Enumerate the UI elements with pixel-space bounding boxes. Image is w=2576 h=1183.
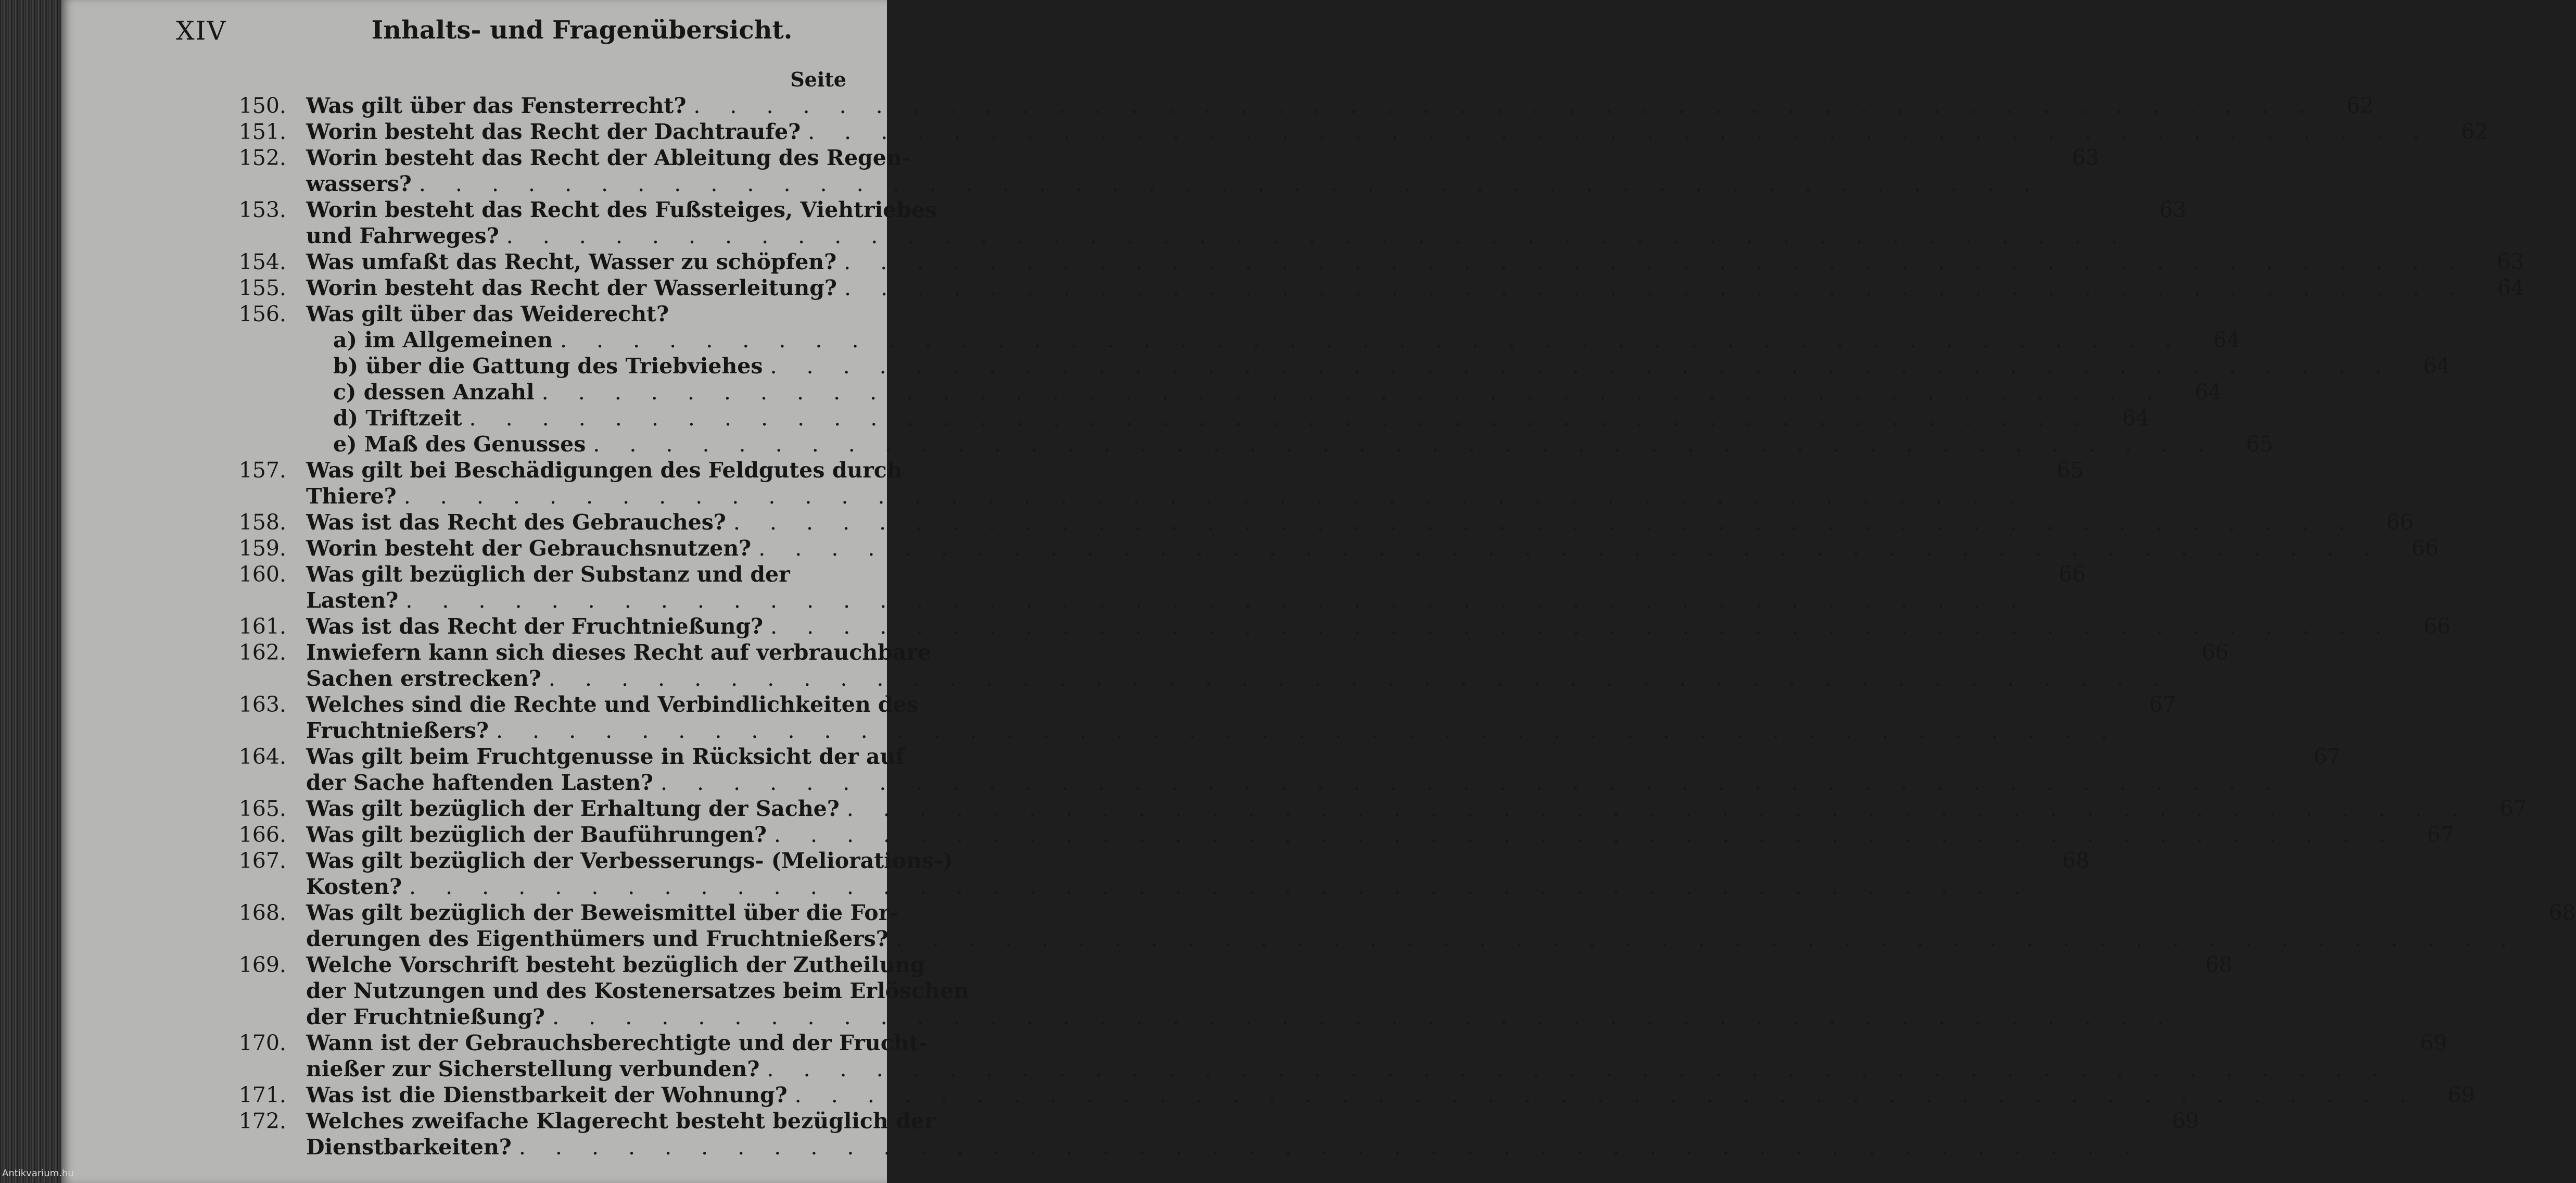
entry-question-text: Was ist das Recht des Gebrauches? (306, 510, 726, 535)
toc-entry (166, 796, 2527, 822)
entry-number: 164. (238, 744, 286, 769)
table-of-contents (166, 93, 2576, 1160)
subentry-page-number: 64 (2213, 328, 2240, 353)
dot-leader (847, 796, 2470, 822)
entry-page-number: 65 (2057, 458, 2084, 483)
entry-question-text: Was gilt bei Beschädigungen des Feldgutes durch (306, 458, 903, 483)
dot-leader (767, 1056, 2390, 1082)
entry-line (306, 119, 2431, 145)
entry-number: 167. (238, 848, 286, 873)
dot-leader (519, 1134, 2142, 1160)
toc-entry (166, 848, 2089, 900)
subentry-line (333, 379, 2165, 405)
entry-body (306, 249, 2467, 275)
dot-leader (560, 327, 2183, 353)
entry-page-number: 66 (2423, 614, 2451, 639)
entry-page-number: 69 (2420, 1030, 2447, 1055)
entry-number: 159. (238, 536, 286, 561)
dot-leader (496, 718, 2119, 744)
entry-page-number: 67 (2427, 822, 2454, 847)
subentry-page-number: 65 (2246, 432, 2274, 457)
entry-page-number (847, 301, 905, 327)
entry-question-text: Fruchtnießers? (306, 718, 489, 743)
entry-body (306, 1108, 2142, 1160)
entry-question-text: Dienstbarkeiten? (306, 1135, 512, 1160)
dot-leader (552, 1004, 2175, 1030)
entry-line (306, 691, 2119, 718)
entry-page-number: 68 (2062, 848, 2089, 873)
entry-question-text: Welche Vorschrift besteht bezüglich der Zutheilung (306, 952, 925, 977)
dot-leader (593, 431, 2216, 457)
subentry-body (333, 379, 2165, 405)
entry-question-text: nießer zur Sicherstellung verbunden? (306, 1056, 760, 1081)
entry-number: 160. (238, 562, 286, 587)
entry-body (306, 119, 2431, 145)
entry-question-text: derungen des Eigenthümers und Fruchtnießers? (306, 926, 889, 951)
subentry-page-number: 64 (2122, 406, 2150, 431)
dot-leader (774, 822, 2397, 848)
entry-body (306, 613, 2393, 639)
dot-leader (693, 93, 2316, 119)
entry-question-text: Wann ist der Gebrauchsberechtigte und der Frucht- (306, 1030, 928, 1055)
page-spacer (2226, 744, 2283, 770)
page-column-label: Seite (790, 68, 846, 91)
entry-question-text: Worin besteht das Recht der Dachtraufe? (306, 119, 801, 144)
entry-number: 156. (238, 301, 286, 326)
entry-body (306, 691, 2119, 744)
entry-page-number: 63 (2496, 249, 2524, 274)
subentry-line (333, 353, 2393, 379)
subentry-text: e) Maß des Genusses (333, 432, 586, 457)
entry-line (306, 171, 2042, 197)
entry-line (306, 197, 2129, 223)
page-spacer (1975, 848, 2032, 874)
entry-body (306, 822, 2397, 848)
entry-question-text: der Sache haftenden Lasten? (306, 770, 653, 795)
dot-leader (770, 353, 2393, 379)
toc-entry (166, 561, 2086, 613)
toc-entry (166, 1030, 2447, 1082)
dot-leader (733, 509, 2356, 535)
entry-question-text: der Fruchtnießung? (306, 1004, 545, 1029)
dot-leader (758, 535, 2381, 561)
entry-question-text: Was gilt bezüglich der Erhaltung der Sache? (306, 796, 840, 821)
entry-line (306, 796, 2470, 822)
subentry-text: c) dessen Anzahl (333, 380, 535, 405)
dot-leader (542, 379, 2165, 405)
toc-subentry (166, 327, 2240, 353)
entry-body (306, 639, 2172, 691)
entry-line (306, 145, 2042, 171)
entry-page-number: 63 (2072, 145, 2099, 170)
dot-leader (469, 405, 2092, 431)
entry-page-number: 64 (2497, 275, 2524, 300)
toc-entry (166, 639, 2229, 691)
entry-line (306, 665, 2172, 691)
dot-leader (844, 275, 2467, 301)
page-spacer (2332, 1030, 2390, 1056)
toc-entry (166, 613, 2451, 639)
toc-entry (166, 1108, 2199, 1160)
page-spacer (1971, 561, 2028, 587)
entry-number-spacer (166, 405, 286, 431)
entry-number: 166. (238, 822, 286, 847)
entry-line (306, 770, 2283, 796)
entry-page-number: 69 (2447, 1083, 2475, 1108)
entry-question-text: Worin besteht das Recht der Ableitung des Regen- (306, 145, 911, 170)
entry-question-text: Was ist das Recht der Fruchtnießung? (306, 614, 764, 639)
entry-question-text: Was gilt bezüglich der Beweismittel über die For- (306, 900, 899, 925)
entry-number: 151. (238, 119, 286, 144)
entry-number: 152. (238, 145, 286, 170)
subentry-body (333, 353, 2393, 379)
toc-entry (166, 119, 2489, 145)
toc-entry (166, 249, 2524, 275)
entry-page-number: 67 (2149, 692, 2176, 717)
entry-body (306, 457, 2027, 509)
entry-line (306, 613, 2393, 639)
toc-entry (166, 509, 2414, 535)
entry-question-text: Was gilt über das Weiderecht? (306, 301, 669, 326)
toc-subentry (166, 405, 2150, 431)
entry-page-number: 66 (2411, 536, 2439, 561)
page-spacer (2118, 978, 2175, 1004)
entry-number: 150. (238, 93, 286, 118)
entry-page-number: 68 (2205, 952, 2232, 977)
entry-page-number: 69 (2172, 1109, 2199, 1134)
dot-leader (770, 613, 2393, 639)
entry-number: 169. (238, 952, 286, 977)
entry-line (306, 1108, 2142, 1134)
entry-number-spacer (166, 353, 286, 379)
entry-line (306, 535, 2381, 561)
entry-body (306, 1030, 2390, 1082)
entry-body (306, 275, 2467, 301)
page-spacer (2085, 1108, 2142, 1134)
toc-entry (166, 1082, 2475, 1108)
entry-number: 163. (238, 692, 286, 717)
subentry-line (333, 327, 2183, 353)
entry-line (306, 822, 2397, 848)
entry-question-text: Was gilt über das Fensterrecht? (306, 93, 687, 118)
entry-line (306, 874, 2032, 900)
entry-question-text: Sachen erstrecken? (306, 666, 541, 691)
dot-leader (409, 874, 2032, 900)
dot-leader (808, 119, 2431, 145)
entry-body (306, 509, 2356, 535)
entry-question-text: Was gilt bezüglich der Substanz und der (306, 562, 790, 587)
page-spacer (2461, 900, 2519, 926)
entry-line (306, 509, 2356, 535)
subentry-body (333, 431, 2216, 457)
entry-number: 153. (238, 197, 286, 222)
entry-page-number: 67 (2313, 744, 2341, 769)
entry-question-text: Inwiefern kann sich dieses Recht auf verbrauchbare (306, 640, 932, 665)
entry-question-text: der Nutzungen und des Kostenersatzes beim Erlöschen (306, 978, 969, 1003)
dot-leader (896, 926, 2519, 952)
entry-line (306, 1004, 2175, 1030)
toc-entry (166, 301, 905, 327)
entry-body (306, 900, 2519, 952)
entry-number: 171. (238, 1083, 286, 1108)
entry-line (306, 457, 2027, 483)
entry-line (306, 1134, 2142, 1160)
toc-entry (166, 691, 2176, 744)
entry-body (306, 145, 2042, 197)
entry-question-text: Worin besteht das Recht des Fußsteiges, Viehtriebes (306, 197, 937, 222)
entry-number: 161. (238, 614, 286, 639)
entry-line (306, 249, 2467, 275)
toc-subentry (166, 353, 2451, 379)
entry-question-text: Welches zweifache Klagerecht besteht bezüglich der (306, 1109, 936, 1134)
entry-question-text: Was gilt bezüglich der Verbesserungs- (Meliorations-) (306, 848, 953, 873)
toc-entry (166, 93, 2374, 119)
subentry-line (333, 431, 2216, 457)
entry-body (306, 1082, 2418, 1108)
entry-page-number: 63 (2159, 197, 2187, 222)
entry-line (306, 275, 2467, 301)
entry-line (306, 1056, 2390, 1082)
entry-body (306, 301, 847, 327)
page-spacer (2118, 952, 2175, 978)
page-spacer (2114, 639, 2172, 665)
toc-entry (166, 952, 2232, 1030)
toc-entry (166, 744, 2341, 796)
toc-subentry (166, 379, 2222, 405)
dot-leader (549, 665, 2172, 691)
entry-question-text: Was gilt beim Fruchtgenusse in Rücksicht der auf (306, 744, 905, 769)
entry-line (306, 223, 2129, 249)
entry-line (306, 93, 2316, 119)
entry-number: 168. (238, 900, 286, 925)
entry-number: 170. (238, 1030, 286, 1055)
entry-number: 155. (238, 275, 286, 300)
subentry-text: b) über die Gattung des Triebviehes (333, 354, 763, 379)
entry-line (306, 926, 2519, 952)
toc-subentry (166, 431, 2274, 457)
subentry-body (333, 327, 2183, 353)
entry-line (306, 744, 2283, 770)
entry-number: 157. (238, 458, 286, 483)
toc-entry (166, 275, 2524, 301)
entry-body (306, 535, 2381, 561)
entry-number: 154. (238, 249, 286, 274)
entry-question-text: und Fahrweges? (306, 223, 499, 248)
entry-line (306, 978, 2175, 1004)
subentry-text: d) Triftzeit (333, 406, 462, 431)
entry-number: 162. (238, 640, 286, 665)
page-spacer (1970, 457, 2027, 483)
toc-entry (166, 457, 2084, 509)
dot-leader (419, 171, 2042, 197)
entry-question-text: wassers? (306, 171, 412, 196)
subentry-body (333, 405, 2092, 431)
entry-line (306, 1030, 2390, 1056)
entry-question-text: Lasten? (306, 588, 399, 613)
toc-entry (166, 535, 2439, 561)
watermark: Antikvarium.hu (2, 1168, 74, 1179)
toc-entry (166, 900, 2576, 952)
entry-line (306, 587, 2028, 613)
entry-body (306, 952, 2175, 1030)
entry-number-spacer (166, 431, 286, 457)
entry-question-text: Thiere? (306, 484, 397, 509)
subentry-page-number: 64 (2194, 380, 2222, 405)
entry-line (306, 952, 2175, 978)
entry-question-text: Worin besteht das Recht der Wasserleitung? (306, 275, 837, 300)
entry-number-spacer (166, 379, 286, 405)
entry-page-number: 66 (2386, 510, 2414, 535)
entry-question-text: Was ist die Dienstbarkeit der Wohnung? (306, 1083, 788, 1108)
toc-entry (166, 145, 2099, 197)
entry-body (306, 93, 2316, 119)
entry-page-number: 67 (2499, 796, 2527, 821)
page-number: XIV (176, 16, 227, 46)
book-spine-edge (0, 0, 68, 1183)
page-spacer (2062, 691, 2119, 718)
entry-line (306, 483, 2027, 509)
entry-line (306, 561, 2028, 587)
dot-leader (405, 587, 2028, 613)
dot-leader (506, 223, 2129, 249)
entry-line (306, 301, 847, 327)
entry-body (306, 848, 2032, 900)
entry-body (306, 561, 2028, 613)
dot-leader (404, 483, 2027, 509)
subentry-line (333, 405, 2092, 431)
entry-body (306, 744, 2283, 796)
page-title: Inhalts- und Fragenübersicht. (371, 16, 793, 45)
subentry-page-number: 64 (2423, 354, 2451, 379)
page-spacer (2072, 197, 2129, 223)
entry-page-number: 66 (2059, 562, 2086, 587)
entry-question-text: Was umfaßt das Recht, Wasser zu schöpfen? (306, 249, 837, 274)
entry-page-number: 62 (2346, 93, 2374, 118)
page-spacer (1985, 145, 2042, 171)
subentry-text: a) im Allgemeinen (333, 328, 553, 353)
entry-line (306, 848, 2032, 874)
dot-leader (795, 1082, 2418, 1108)
book-page (61, 0, 2576, 1183)
entry-page-number: 62 (2460, 119, 2489, 144)
entry-body (306, 197, 2129, 249)
entry-number: 158. (238, 510, 286, 535)
entry-line (306, 718, 2119, 744)
entry-question-text: Worin besteht der Gebrauchsnutzen? (306, 536, 752, 561)
toc-entry (166, 822, 2454, 848)
entry-question-text: Was gilt bezüglich der Bauführungen? (306, 822, 767, 847)
entry-number: 172. (238, 1109, 286, 1134)
entry-line (306, 900, 2519, 926)
entry-body (306, 796, 2470, 822)
entry-page-number: 68 (2548, 900, 2576, 925)
toc-entry (166, 197, 2187, 249)
dot-leader (844, 249, 2467, 275)
entry-number-spacer (166, 327, 286, 353)
entry-question-text: Kosten? (306, 874, 402, 899)
entry-number: 165. (238, 796, 286, 821)
entry-question-text: Welches sind die Rechte und Verbindlichkeiten des (306, 692, 919, 717)
dot-leader (661, 770, 2283, 796)
entry-line (306, 1082, 2418, 1108)
entry-line (306, 639, 2172, 665)
entry-page-number: 66 (2201, 640, 2229, 665)
